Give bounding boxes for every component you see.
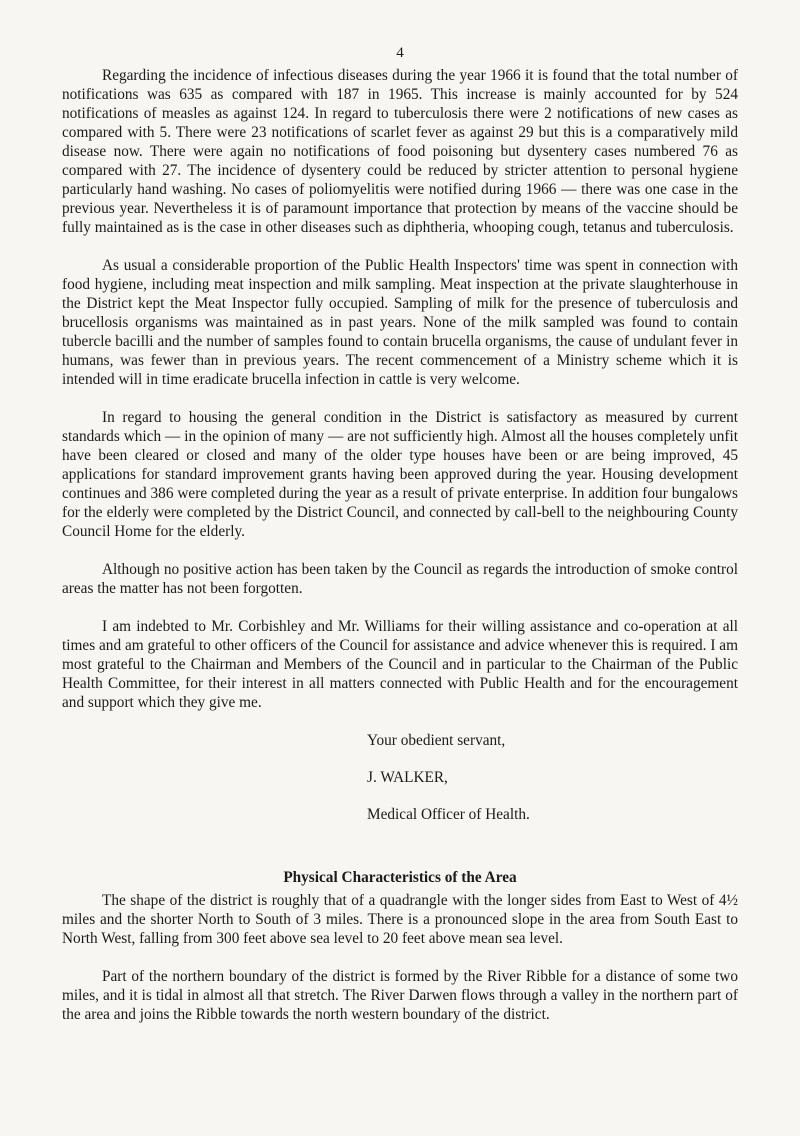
section-heading: Physical Characteristics of the Area <box>283 869 517 886</box>
paragraph-infectious-diseases: Regarding the incidence of infectious diseases during the year 1966 it is found that the total number of notifications was 635 as compared with 187 in 1965. This increase is mainly accounted for by 524 notifications of measles as against 124. In regard to tuberculosis there were 2 notifications of new cases as compared with 5. There were 23 notifications of scarlet fever as against 29 but this is a comparatively mild disease now. There were again no notifications of food poisoning but dysentery cases numbered 76 as compared with 27. The incidence of dysentery could be reduced by stricter attention to personal hygiene particularly hand washing. No cases of poliomyelitis were notified during 1966 — there was one case in the previous year. Nevertheless it is of paramount importance that protection by means of the vaccine should be fully maintained as is the case in other diseases such as diphtheria, whooping cough, tetanus and tuberculosis. <box>62 67 738 236</box>
paragraph-shape: The shape of the district is roughly that of a quadrangle with the longer sides from East to West of 4½ miles and the shorter North to South of 3 miles. There is a pronounced slope in the area from South East to North West, falling from 300 feet above sea level to 20 feet above mean sea level. <box>62 892 738 947</box>
paragraph-rivers: Part of the northern boundary of the district is formed by the River Ribble for a distance of some two miles, and it is tidal in almost all that stretch. The River Darwen flows through a valley in the northern part of the area and joins the Ribble towards the north western boundary of the district. <box>62 968 738 1023</box>
physical-characteristics-section <box>62 868 738 1024</box>
paragraph-acknowledgements: I am indebted to Mr. Corbishley and Mr. Williams for their willing assistance and co-operation at all times and am grateful to other officers of the Council for assistance and advice whenever this is required. I am most grateful to the Chairman and Members of the Council and in particular to the Chairman of the Public Health Committee, for their interest in all matters connected with Public Health and for the encouragement and support which they give me. <box>62 618 738 711</box>
page-number: 4 <box>396 45 404 61</box>
letter-body <box>62 66 738 712</box>
signatory-name: J. WALKER, <box>367 769 448 786</box>
closing-salutation: Your obedient servant, <box>367 732 506 749</box>
signatory-title: Medical Officer of Health. <box>367 806 530 823</box>
document-page <box>62 45 738 1043</box>
paragraph-housing: In regard to housing the general condition in the District is satisfactory as measured by current standards which — in the opinion of many — are not sufficiently high. Almost all the houses completely unfit have been cleared or closed and many of the older type houses have been or are being improved, 45 applications for standard improvement grants having been approved during the year. Housing development continues and 386 were completed during the year as a result of private enterprise. In addition four bungalows for the elderly were completed by the District Council, and connected by call-bell to the neighbouring County Council Home for the elderly. <box>62 409 738 540</box>
paragraph-food-hygiene: As usual a considerable proportion of the Public Health Inspectors' time was spent in connection with food hygiene, including meat inspection and milk sampling. Meat inspection at the private slaughterhouse in the District kept the Meat Inspector fully occupied. Sampling of milk for the presence of tuberculosis and brucellosis organisms was maintained as in past years. None of the milk sampled was found to contain tubercle bacilli and the number of samples found to contain brucella organisms, the cause of undulant fever in humans, was fewer than in previous years. The recent commencement of a Ministry scheme which it is intended will in time eradicate brucella infection in cattle is very welcome. <box>62 257 738 388</box>
paragraph-smoke-control: Although no positive action has been taken by the Council as regards the introduction of smoke control areas the matter has not been forgotten. <box>62 561 738 597</box>
letter-closing <box>367 731 738 824</box>
